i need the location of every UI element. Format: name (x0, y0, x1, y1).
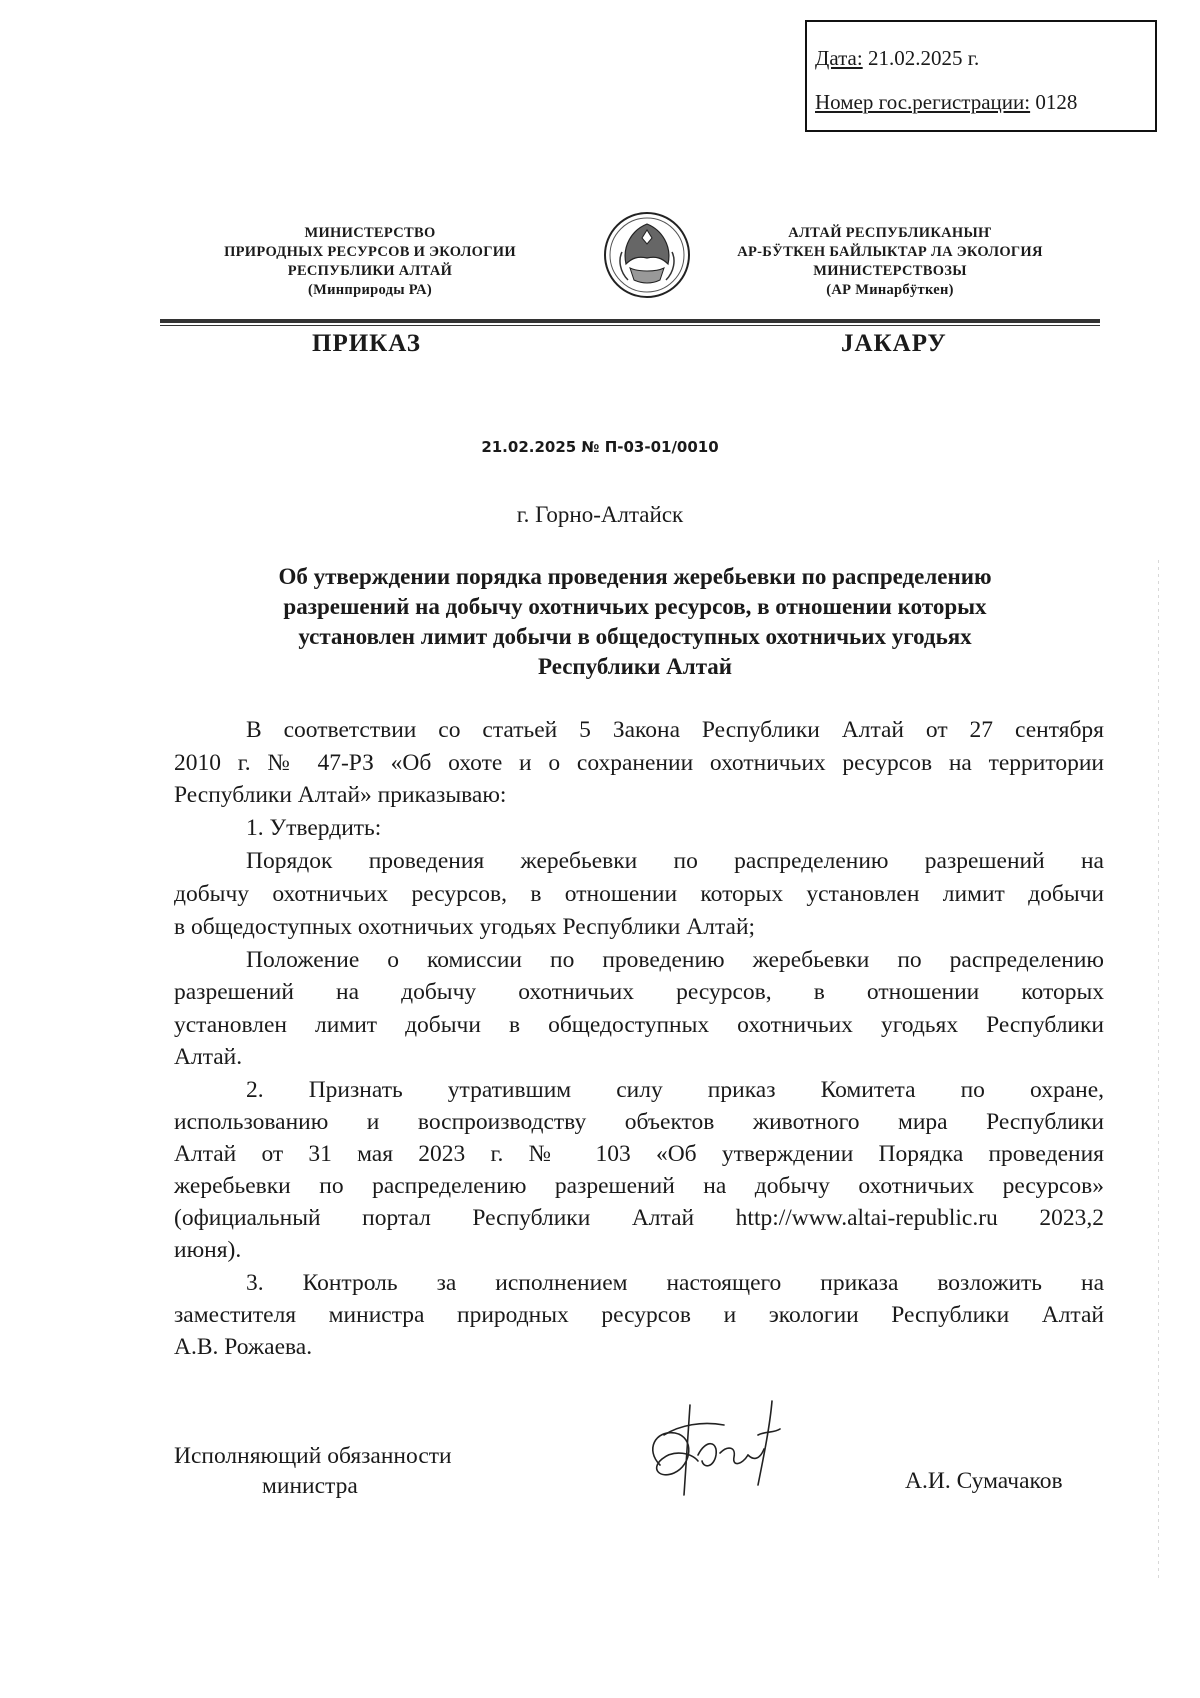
header-divider-thick (160, 319, 1100, 323)
document-type-altai: JАКАРУ (841, 330, 947, 357)
signatory-position-line2: министра (262, 1473, 358, 1499)
body-line: Порядок проведения жеребьевки по распределению разрешений на (246, 848, 1104, 874)
registration-number-label: Номер гос.регистрации: (815, 90, 1031, 114)
header-divider-thin (160, 325, 1100, 326)
registration-date-label: Дата: (815, 46, 863, 70)
order-city: г. Горно-Алтайск (516, 502, 684, 527)
body-line: разрешений на добычу охотничьих ресурсов, в отношении которых (174, 979, 1104, 1005)
body-line: установлен лимит добычи в общедоступных охотничьих угодьях Республики (174, 1012, 1104, 1038)
registration-number-row (815, 90, 1077, 115)
body-line: В соответствии со статьей 5 Закона Республики Алтай от 27 сентября (246, 717, 1104, 743)
body-line: Алтай. (174, 1044, 243, 1070)
altai-republic-emblem-icon (602, 208, 692, 302)
title-line: Об утверждении порядка проведения жеребьевки по распределению (278, 564, 992, 589)
registration-date-value: 21.02.2025 г. (867, 46, 980, 70)
ministry-alt-line: АЛТАЙ РЕСПУБЛИКАНЫҤ (788, 225, 992, 241)
ministry-name-russian (180, 224, 560, 300)
title-line: разрешений на добычу охотничьих ресурсов, в отношении которых (283, 594, 987, 619)
ministry-alt-abbrev: (АР Минарбӱткен) (826, 282, 954, 298)
body-line: использованию и воспроизводству объектов животного мира Республики (174, 1109, 1104, 1135)
body-line: 1. Утвердить: (246, 815, 382, 841)
body-line: заместителя министра природных ресурсов и экологии Республики Алтай (174, 1302, 1104, 1328)
body-line: в общедоступных охотничьих угодьях Республики Алтай; (174, 914, 756, 940)
order-title (200, 562, 1070, 682)
title-line: установлен лимит добычи в общедоступных охотничьих угодьях (298, 624, 972, 649)
scan-artifact (1158, 560, 1159, 1580)
body-line: 3. Контроль за исполнением настоящего приказа возложить на (246, 1270, 1104, 1296)
registration-number-value: 0128 (1035, 90, 1078, 114)
body-line: июня). (174, 1237, 242, 1263)
body-line: А.В. Рожаева. (174, 1334, 313, 1360)
body-line: Положение о комиссии по проведению жеребьевки по распределению (246, 947, 1104, 973)
body-line: (официальный портал Республики Алтай http://www.altai-republic.ru 2023,2 (174, 1205, 1104, 1231)
title-line: Республики Алтай (537, 654, 733, 679)
body-line: 2010 г. № 47-РЗ «Об охоте и о сохранении охотничьих ресурсов на территории (174, 750, 1104, 776)
registration-date-row (815, 46, 979, 71)
body-line: жеребьевки по распределению разрешений на добычу охотничьих ресурсов» (174, 1173, 1104, 1199)
ministry-ru-abbrev: (Минприроды РА) (308, 282, 432, 298)
ministry-alt-line: АР-БӰТКЕН БАЙЛЫКТАР ЛА ЭКОЛОГИЯ (737, 244, 1043, 260)
ministry-alt-line: МИНИСТЕРСТВОЗЫ (813, 263, 967, 279)
ministry-ru-line: МИНИСТЕРСТВО (304, 225, 436, 241)
registration-stamp (805, 20, 1157, 132)
signatory-name: А.И. Сумачаков (905, 1468, 1063, 1494)
ministry-name-altai (700, 224, 1080, 300)
ministry-ru-line: ПРИРОДНЫХ РЕСУРСОВ И ЭКОЛОГИИ (224, 244, 516, 260)
body-line: 2. Признать утратившим силу приказ Комитета по охране, (246, 1077, 1104, 1103)
ministry-ru-line: РЕСПУБЛИКИ АЛТАЙ (287, 263, 453, 279)
order-number: 21.02.2025 № П-03-01/0010 (481, 438, 719, 456)
body-line: Алтай от 31 мая 2023 г. № 103 «Об утверждении Порядка проведения (174, 1141, 1104, 1167)
body-line: добычу охотничьих ресурсов, в отношении которых установлен лимит добычи (174, 881, 1104, 907)
body-line: Республики Алтай» приказываю: (174, 782, 507, 808)
handwritten-signature (640, 1395, 810, 1505)
signatory-position: Исполняющий обязанности (174, 1443, 452, 1469)
document-type-russian: ПРИКАЗ (312, 330, 421, 357)
